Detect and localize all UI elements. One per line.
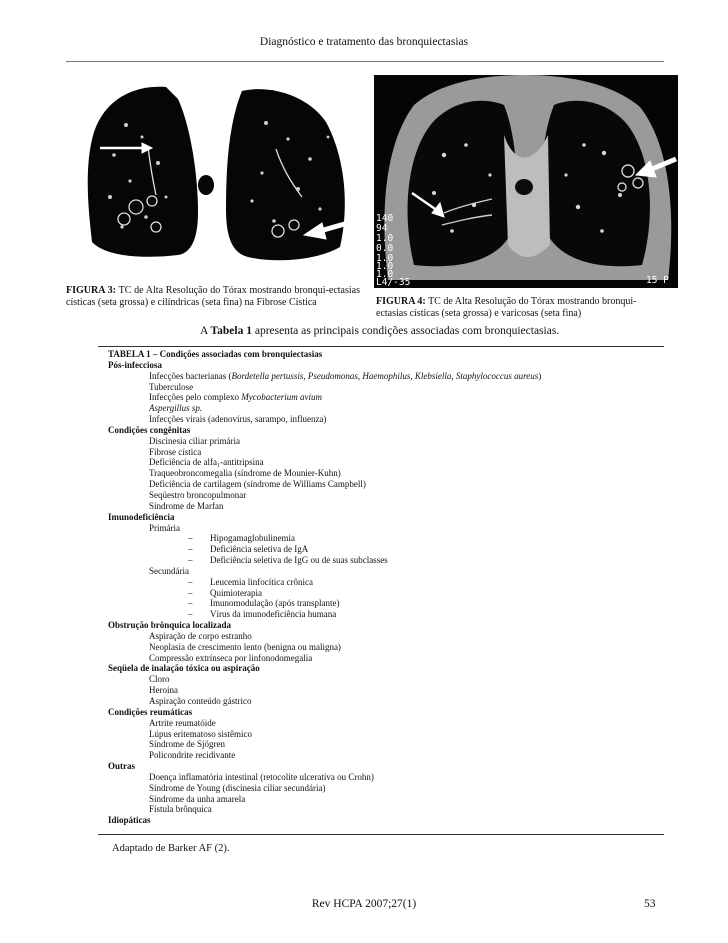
header-divider [66, 61, 664, 62]
table-item: Síndrome de Marfan [149, 500, 224, 511]
table-item: Neoplasia de crescimento lento (benigna ou maligna) [149, 641, 341, 652]
table-subitem [98, 588, 664, 599]
table-subitem [98, 598, 664, 609]
dash-bullet: – [188, 555, 193, 566]
fig4-side-text-5: 1.0 [376, 261, 394, 272]
table-top-rule [98, 346, 664, 347]
fig3-side-text-3: .0 [68, 261, 81, 272]
dash-bullet: – [188, 609, 193, 620]
dash-bullet: – [188, 587, 193, 598]
dash-bullet: – [188, 576, 193, 587]
fig3-side-text-2: .0 [68, 251, 81, 262]
table-section-heading: Pós-infecciosa [108, 359, 162, 370]
page-number: 53 [644, 898, 656, 910]
table-subitem [98, 577, 664, 588]
intro-suffix: apresenta as principais condições associadas com bronquiectasias. [251, 325, 560, 337]
dash-bullet: – [188, 544, 193, 555]
table-item: Deficiência de cartilagem (síndrome de Williams Campbell) [149, 479, 366, 490]
table-item: Cloro [149, 674, 170, 685]
table-item [98, 392, 664, 403]
dash-bullet: – [188, 533, 193, 544]
intro-paragraph [200, 325, 559, 337]
table-subitem-text: Deficiência seletiva de IgG ou de suas subclasses [210, 555, 388, 566]
figure-4-caption [376, 296, 664, 320]
table-item: Infecções virais (adenovírus, sarampo, influenza) [149, 414, 327, 425]
table-section-heading: Imunodeficiência [108, 511, 175, 522]
table-source-note: Adaptado de Barker AF (2). [112, 843, 230, 854]
running-title: Diagnóstico e tratamento das bronquiectasias [259, 36, 469, 48]
table-item [98, 403, 664, 414]
figure-4-caption-text: TC de Alta Resolução do Tórax mostrando bronqui-ectasias císticas (seta grossa) e varicosas (seta fina) [376, 296, 637, 319]
table-1 [98, 349, 664, 826]
table-subitem [98, 555, 664, 566]
fig3-side-text-4: .0 [68, 271, 81, 282]
table-item: Tuberculose [149, 381, 194, 392]
table-item-text: Infecções bacterianas ( [149, 370, 232, 381]
fig4-side-text-2: 1.0 [376, 233, 394, 244]
table-item: Doença inflamatória intestinal (retocolite ulcerativa ou Crohn) [149, 771, 374, 782]
table-item: Secundária [149, 565, 189, 576]
table-item: Síndrome da unha amarela [149, 793, 246, 804]
figure-3-caption-text: TC de Alta Resolução do Tórax mostrando bronqui-ectasias císticas (seta grossa) e cilíndricas (seta fina) na Fibrose Cística [66, 285, 360, 308]
table-subitem [98, 533, 664, 544]
table-section-heading: Obstrução brônquica localizada [108, 620, 232, 631]
fig3-side-text-0: 40 [68, 231, 81, 242]
figure-4-label: FIGURA 4: [376, 296, 426, 307]
table-item [98, 371, 664, 382]
table-subitem-text: Vírus da imunodeficiência humana [210, 609, 337, 620]
footer-journal: Rev HCPA 2007;27(1) [311, 898, 417, 910]
table-item: Fibrose cística [149, 446, 202, 457]
figure-3-label: FIGURA 3: [66, 285, 116, 296]
fig4-side-text-3: 0.0 [376, 243, 394, 254]
table-item: Traqueobroncomegalia (síndrome de Mounier-Kuhn) [149, 468, 341, 479]
table-subitem-text: Imunomodulação (após transplante) [210, 598, 340, 609]
table-subitem-text: Deficiência seletiva de IgA [210, 544, 309, 555]
table-item: Deficiência de alfa₁-antitripsina [149, 457, 264, 468]
table-subitem [98, 609, 664, 620]
figure-3-caption [66, 285, 360, 309]
table-subitem-text: Leucemia linfocítica crônica [210, 576, 313, 587]
table-subitem-text: Hipogamaglobulinemia [210, 533, 295, 544]
table-item-italic: Aspergillus sp. [149, 403, 203, 414]
intro-table-ref: Tabela 1 [210, 325, 252, 337]
table-item-italic: Bordetella pertussis, Pseudomonas, Haemophilus, Klebsiella, Staphylococcus aureus [231, 370, 539, 381]
table-item-italic: Mycobacterium avium [241, 392, 322, 403]
table-section-heading: Condições reumáticas [108, 706, 193, 717]
table-item: Heroína [149, 685, 178, 696]
table-item: Discinesia ciliar primária [149, 435, 240, 446]
table-item-text: ) [538, 370, 542, 381]
table-item: Policondrite recidivante [149, 750, 236, 761]
table-item: Fístula brônquica [149, 804, 212, 815]
table-item: Aspiração conteúdo gástrico [149, 696, 252, 706]
table-item: Síndrome de Young (discinesia ciliar secundária) [149, 782, 326, 793]
fig4-side-text-0: 140 [376, 213, 394, 224]
dash-bullet: – [188, 598, 193, 609]
table-item: Aspiração de corpo estranho [149, 630, 252, 641]
fig3-side-text-1: 4 [68, 241, 75, 252]
table-section-heading: Condições congênitas [108, 424, 191, 435]
table-bottom-rule [98, 834, 664, 835]
fig4-side-text-6: 1.0 [376, 269, 394, 280]
fig4-side-text-4: 1.0 [376, 253, 394, 264]
table-title: TABELA 1 – Condições associadas com bronquiectasias [108, 349, 323, 359]
table-section-heading: Outras [108, 761, 135, 772]
fig4-side-text-1: 94 [376, 223, 388, 234]
fig4-side-text-8: 15 P [646, 275, 669, 286]
table-item: Primária [149, 522, 180, 533]
table-item: Síndrome de Sjögren [149, 739, 225, 750]
table-item: Lúpus eritematoso sistêmico [149, 728, 252, 739]
intro-prefix: A [200, 325, 211, 337]
table-item: Seqüestro broncopulmonar [149, 489, 247, 500]
figure-3-ct-image [66, 77, 352, 284]
table-item: Compressão extrínseca por linfonodomegalia [149, 652, 313, 663]
table-item: Artrite reumatóide [149, 717, 216, 728]
table-section-heading: Idiopáticas [108, 815, 151, 826]
figure-4-ct-image [374, 75, 678, 288]
fig4-side-text-7: L4/-35 [376, 277, 411, 288]
table-subitem-text: Quimioterapia [210, 587, 262, 598]
table-item-text: Infecções pelo complexo [149, 392, 242, 403]
table-section-heading: Seqüela de inalação tóxica ou aspiração [108, 663, 260, 674]
table-subitem [98, 544, 664, 555]
